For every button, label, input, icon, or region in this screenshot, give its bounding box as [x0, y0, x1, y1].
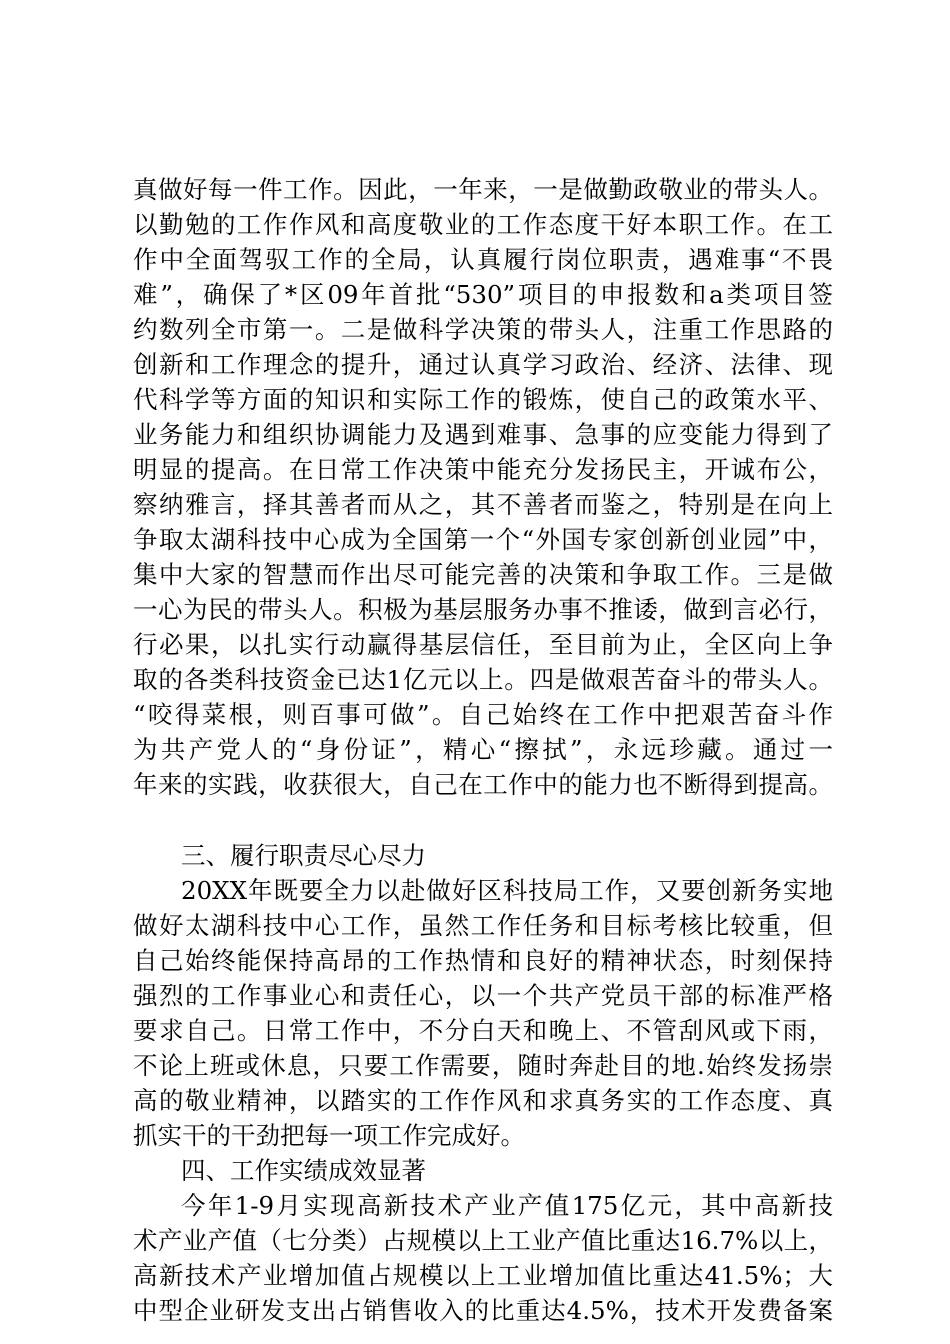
- body-line: 做好太湖科技中心工作，虽然工作任务和目标考核比较重，但: [133, 911, 833, 940]
- body-line: 高新技术产业增加值占规模以上工业增加值比重达41.5%；大: [133, 1261, 833, 1290]
- body-line: 取的各类科技资金已达1亿元以上。四是做艰苦奋斗的带头人。: [133, 665, 833, 694]
- body-line: 行必果，以扎实行动赢得基层信任，至目前为止，全区向上争: [133, 630, 833, 659]
- body-line: 真做好每一件工作。因此，一年来，一是做勤政敬业的带头人。: [133, 175, 833, 204]
- body-line: 强烈的工作事业心和责任心，以一个共产党员干部的标准严格: [133, 981, 833, 1010]
- body-line: 创新和工作理念的提升，通过认真学习政治、经济、法律、现: [133, 350, 833, 379]
- body-line: 难”，确保了*区09年首批“530”项目的申报数和a类项目签: [133, 280, 833, 309]
- body-line: 今年1-9月实现高新技术产业产值175亿元，其中高新技: [181, 1191, 833, 1220]
- body-line: 要求自己。日常工作中，不分白天和晚上、不管刮风或下雨，: [133, 1016, 833, 1045]
- body-line: 争取太湖科技中心成为全国第一个“外国专家创新创业园”中，: [133, 525, 833, 554]
- body-line: 抓实干的干劲把每一项工作完成好。: [133, 1121, 525, 1150]
- body-line: 年来的实践，收获很大，自己在工作中的能力也不断得到提高。: [133, 770, 833, 799]
- body-line: 集中大家的智慧而作出尽可能完善的决策和争取工作。三是做: [133, 560, 833, 589]
- body-line: 以勤勉的工作作风和高度敬业的工作态度干好本职工作。在工: [133, 210, 833, 239]
- section-heading: 三、履行职责尽心尽力: [181, 841, 426, 870]
- body-line: 业务能力和组织协调能力及遇到难事、急事的应变能力得到了: [133, 420, 833, 449]
- body-line: 20XX年既要全力以赴做好区科技局工作，又要创新务实地: [181, 876, 833, 905]
- body-line: 约数列全市第一。二是做科学决策的带头人，注重工作思路的: [133, 315, 833, 344]
- body-line: 术产业产值（七分类）占规模以上工业产值比重达16.7%以上，: [133, 1226, 833, 1255]
- body-line: 作中全面驾驭工作的全局，认真履行岗位职责，遇难事“不畏: [133, 245, 833, 274]
- body-line: 明显的提高。在日常工作决策中能充分发扬民主，开诚布公，: [133, 455, 833, 484]
- body-line: 高的敬业精神，以踏实的工作作风和求真务实的工作态度、真: [133, 1086, 833, 1115]
- body-line: 不论上班或休息，只要工作需要，随时奔赴目的地.始终发扬崇: [133, 1051, 833, 1080]
- body-line: 自己始终能保持高昂的工作热情和良好的精神状态，时刻保持: [133, 946, 833, 975]
- body-line: “咬得菜根，则百事可做”。自己始终在工作中把艰苦奋斗作: [133, 700, 833, 729]
- body-line: 一心为民的带头人。积极为基层服务办事不推诿，做到言必行，: [133, 595, 833, 624]
- body-line: 察纳雅言，择其善者而从之，其不善者而鉴之，特别是在向上: [133, 490, 833, 519]
- body-line: 中型企业研发支出占销售收入的比重达4.5%，技术开发费备案: [133, 1296, 833, 1325]
- body-line: 为共产党人的“身份证”，精心“擦拭”，永远珍藏。通过一: [133, 735, 833, 764]
- body-line: 代科学等方面的知识和实际工作的锻炼，使自己的政策水平、: [133, 385, 833, 414]
- section-heading: 四、工作实绩成效显著: [181, 1156, 426, 1185]
